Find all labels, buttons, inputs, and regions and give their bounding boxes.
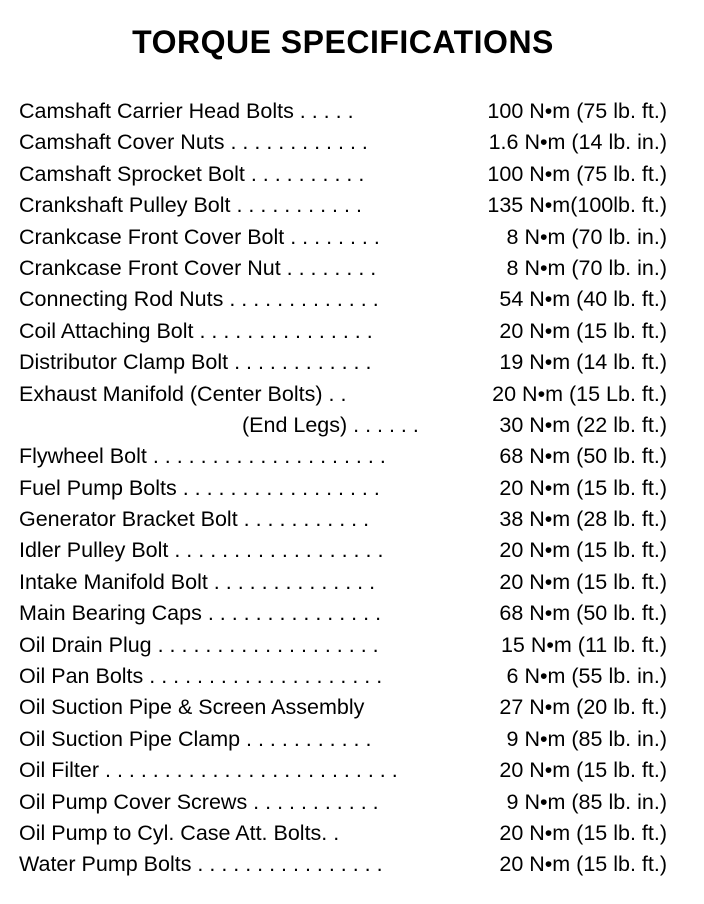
spec-item: Coil Attaching Bolt . . . . . . . . . . . . . . . <box>19 318 373 343</box>
spec-value: 20 N•m (15 lb. ft.) <box>499 318 667 343</box>
spec-value: 1.6 N•m (14 lb. in.) <box>488 130 667 155</box>
spec-item: Oil Pump Cover Screws . . . . . . . . . . . <box>19 789 379 814</box>
spec-value: 100 N•m (75 lb. ft.) <box>487 99 667 123</box>
spec-item: Main Bearing Caps . . . . . . . . . . . . . . . <box>19 601 382 626</box>
spec-value: 30 N•m (22 lb. ft.) <box>499 412 667 437</box>
spec-item: Idler Pulley Bolt . . . . . . . . . . . . . . . . . . <box>19 538 384 563</box>
spec-row <box>19 96 667 127</box>
spec-row <box>19 504 667 535</box>
spec-item: Crankshaft Pulley Bolt . . . . . . . . . . . <box>19 193 362 218</box>
spec-value: 9 N•m (85 lb. in.) <box>506 726 667 751</box>
spec-value: 20 N•m (15 lb. ft.) <box>499 820 667 845</box>
spec-item: Fuel Pump Bolts . . . . . . . . . . . . . . . . . <box>19 475 380 500</box>
spec-value: 8 N•m (70 lb. in.) <box>506 224 667 249</box>
spec-row <box>19 190 667 221</box>
spec-row <box>19 473 667 504</box>
spec-item: (End Legs) . . . . . . <box>242 412 419 437</box>
spec-item: Distributor Clamp Bolt . . . . . . . . . . . . <box>19 350 372 375</box>
spec-item: Flywheel Bolt . . . . . . . . . . . . . . . . . . . . <box>19 444 386 469</box>
spec-value: 19 N•m (14 lb. ft.) <box>499 350 667 375</box>
spec-item: Oil Pan Bolts . . . . . . . . . . . . . . . . . . . . <box>19 664 383 689</box>
spec-item: Camshaft Sprocket Bolt . . . . . . . . . . <box>19 161 365 186</box>
spec-value: 8 N•m (70 lb. in.) <box>506 255 667 280</box>
spec-row <box>19 692 667 723</box>
spec-row <box>19 787 667 818</box>
spec-item: Oil Pump to Cyl. Case Att. Bolts. . <box>19 820 340 845</box>
spec-item: Camshaft Cover Nuts . . . . . . . . . . . . <box>19 130 368 155</box>
spec-value: 20 N•m (15 lb. ft.) <box>499 852 667 877</box>
spec-item: Oil Drain Plug . . . . . . . . . . . . . . . . . . . <box>19 632 379 657</box>
spec-item: Intake Manifold Bolt . . . . . . . . . . . . . . <box>19 569 376 594</box>
spec-value: 15 N•m (11 lb. ft.) <box>500 632 667 657</box>
spec-item: Generator Bracket Bolt . . . . . . . . . . . <box>19 507 370 532</box>
spec-row <box>19 222 667 253</box>
spec-item: Camshaft Carrier Head Bolts . . . . . <box>19 99 354 123</box>
spec-row <box>19 630 667 661</box>
spec-value: 68 N•m (50 lb. ft.) <box>499 444 667 469</box>
spec-row <box>19 818 667 849</box>
spec-value: 20 N•m (15 lb. ft.) <box>499 475 667 500</box>
spec-row <box>19 441 667 472</box>
spec-value: 27 N•m (20 lb. ft.) <box>499 695 667 720</box>
spec-value: 20 N•m (15 lb. ft.) <box>499 538 667 563</box>
spec-row <box>19 755 667 786</box>
spec-item: Crankcase Front Cover Nut . . . . . . . . <box>19 255 377 280</box>
spec-value: 6 N•m (55 lb. in.) <box>506 664 667 689</box>
spec-row <box>19 347 667 378</box>
spec-row <box>19 724 667 755</box>
spec-item: Connecting Rod Nuts . . . . . . . . . . . . . <box>19 287 379 312</box>
spec-value: 135 N•m(100lb. ft.) <box>487 193 667 218</box>
spec-value: 54 N•m (40 lb. ft.) <box>499 287 667 312</box>
spec-row <box>19 127 667 158</box>
spec-value: 100 N•m (75 lb. ft.) <box>487 161 667 186</box>
spec-value: 68 N•m (50 lb. ft.) <box>499 601 667 626</box>
spec-row <box>19 567 667 598</box>
spec-row <box>19 284 667 315</box>
page-title: TORQUE SPECIFICATIONS <box>132 24 554 60</box>
spec-value: 20 N•m (15 lb. ft.) <box>499 569 667 594</box>
spec-value: 9 N•m (85 lb. in.) <box>506 789 667 814</box>
spec-item: Oil Filter . . . . . . . . . . . . . . . . . . . . . . . . . <box>19 758 398 783</box>
spec-row <box>19 849 667 880</box>
spec-value: 38 N•m (28 lb. ft.) <box>499 507 667 532</box>
spec-row <box>19 535 667 566</box>
spec-item: Oil Suction Pipe & Screen Assembly <box>19 695 365 720</box>
spec-item: Exhaust Manifold (Center Bolts) . . <box>19 381 347 406</box>
spec-row <box>19 661 667 692</box>
spec-row <box>19 598 667 629</box>
spec-row <box>19 316 667 347</box>
spec-value: 20 N•m (15 lb. ft.) <box>499 758 667 783</box>
torque-spec-list <box>19 96 667 881</box>
spec-row <box>19 159 667 190</box>
spec-value: 20 N•m (15 Lb. ft.) <box>492 381 667 406</box>
spec-row <box>19 379 667 410</box>
spec-item: Water Pump Bolts . . . . . . . . . . . . . . . . <box>19 852 383 877</box>
spec-item: Crankcase Front Cover Bolt . . . . . . . . <box>19 224 380 249</box>
spec-item: Oil Suction Pipe Clamp . . . . . . . . . . . <box>19 726 372 751</box>
spec-row <box>19 253 667 284</box>
spec-row <box>19 410 667 441</box>
